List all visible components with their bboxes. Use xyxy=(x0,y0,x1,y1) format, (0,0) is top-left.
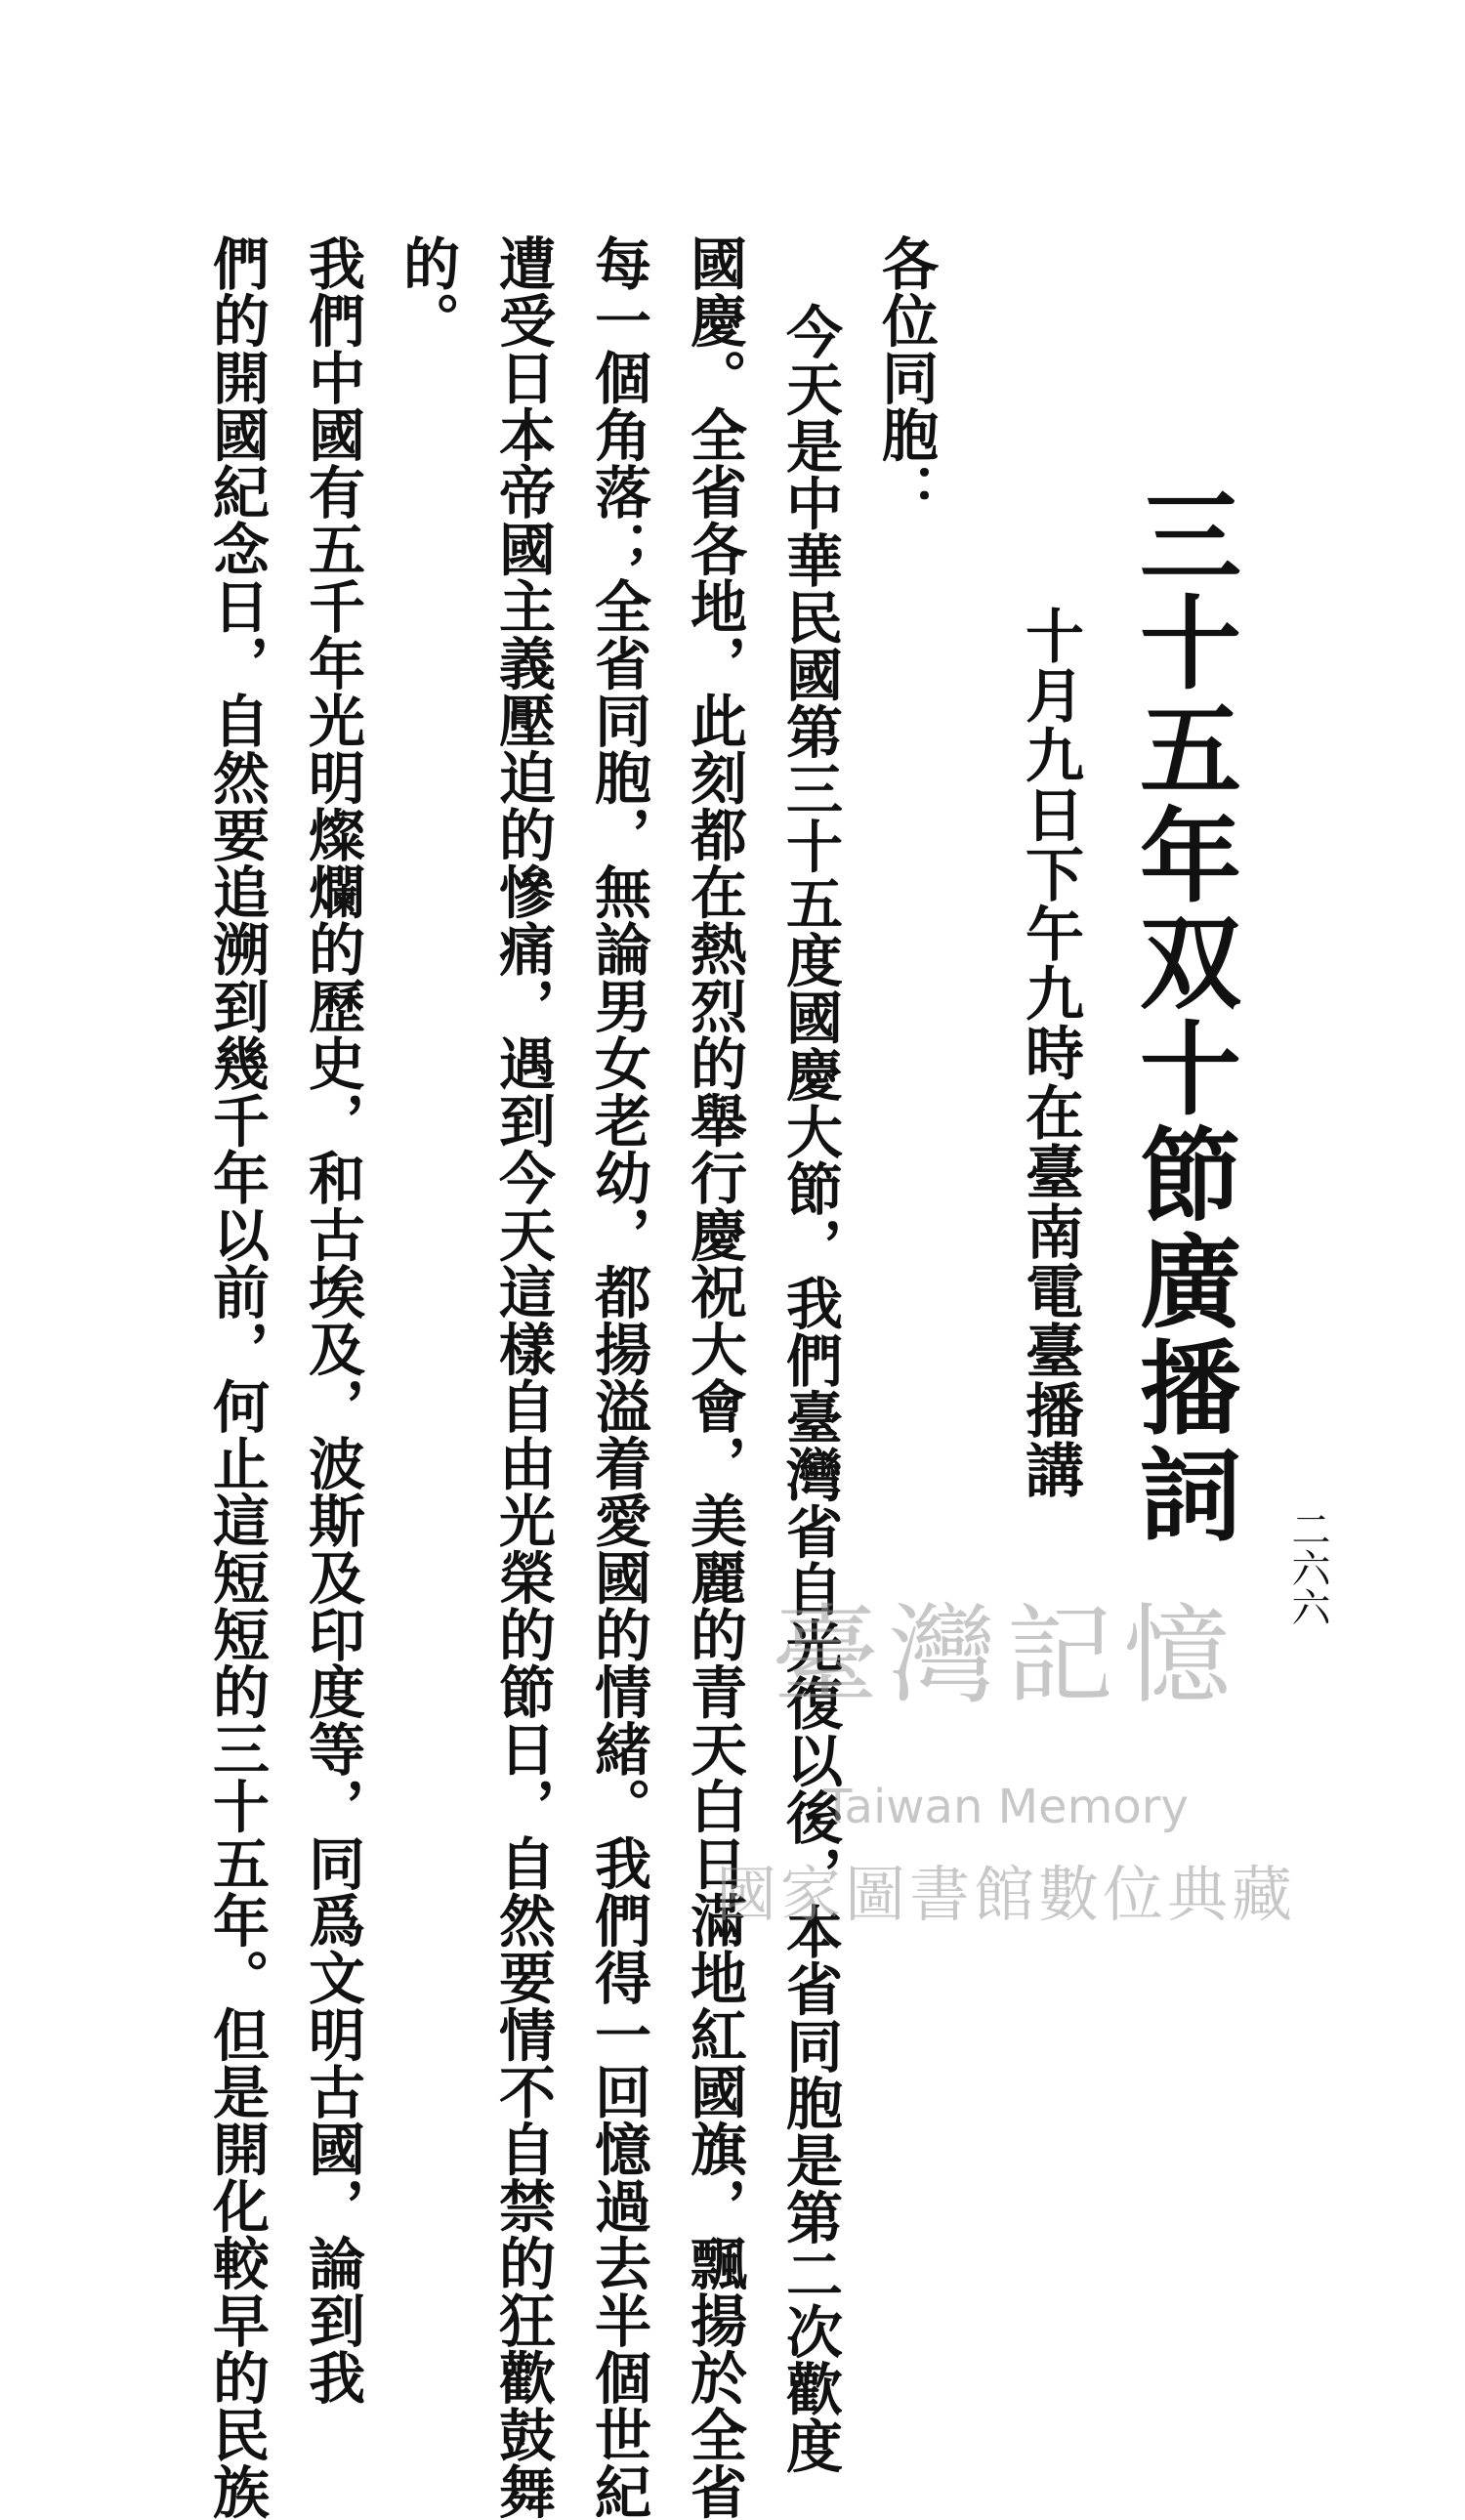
body-column: 今天是中華民國第三十五度國慶大節，我們臺灣省自光復以後，本省同胞是第二次歡度 xyxy=(776,303,843,2474)
body-column: 們的開國紀念日，自然要追溯到幾千年以前，何止這短短的三十五年。但是開化較早的民族 xyxy=(203,234,270,2520)
body-column: 各位同胞： xyxy=(872,234,939,521)
body-column: 的。 xyxy=(394,234,460,349)
body-column: 每一個角落；全省同胞，無論男女老幼，都揚溢着愛國的情緒。我們得一回憶過去半個世紀 xyxy=(585,234,651,2520)
page-number: 二六六 xyxy=(1285,1509,1330,1626)
body-column: 我們中國有五千年光明燦爛的歷史，和古埃及，波斯及印度等，同爲文明古國，論到我 xyxy=(299,234,365,2406)
document-title: 三十五年双十節廣播詞 xyxy=(1122,483,1242,1548)
watermark-logo-text: 臺灣記憶 xyxy=(772,1593,1240,1718)
body-column: 遭受日本帝國主義壓迫的慘痛，遇到今天這樣自由光榮的節日，自然要情不自禁的狂歡鼓舞 xyxy=(489,234,556,2520)
body-column: 國慶。全省各地，此刻都在熱烈的舉行慶祝大會，美麗的青天白日滿地紅國旗，飄揚於全省 xyxy=(681,234,747,2520)
document-subtitle: 十月九日下午九時在臺南電臺播講 xyxy=(1016,606,1084,1499)
watermark-english: Taiwan Memory xyxy=(823,1780,1189,1834)
watermark-subtitle: 國家圖書館數位典藏 xyxy=(715,1859,1296,1930)
watermark xyxy=(645,1582,1367,1993)
